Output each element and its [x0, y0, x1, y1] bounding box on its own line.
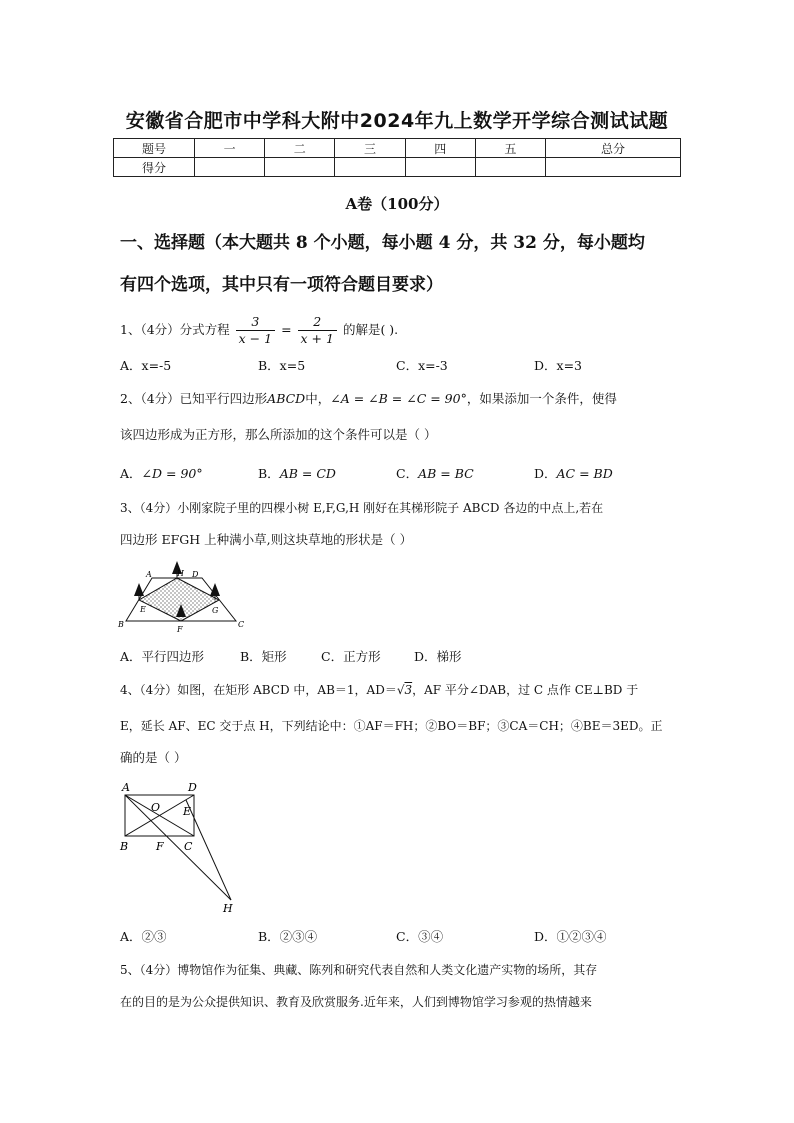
q2-option-c-math: AB = BC [418, 466, 474, 481]
score-input-cell[interactable] [546, 158, 681, 177]
q1-option-d[interactable]: D．x=3 [534, 358, 582, 373]
label-d: D [192, 570, 199, 579]
q4-sqrt: √3 [396, 683, 413, 697]
label-f: F [156, 840, 164, 853]
q2-option-d-letter: D． [534, 466, 557, 481]
q4-option-d[interactable]: D．①②③④ [534, 929, 607, 944]
label-e: E [140, 605, 146, 614]
q4-option-b[interactable]: B．②③④ [258, 929, 318, 944]
q4-sqrt-radicand: 3 [404, 683, 413, 697]
label-a: A [122, 781, 130, 794]
score-table [113, 138, 681, 177]
q3-option-a[interactable]: A．平行四边形 [120, 649, 205, 664]
score-header-cell: 题号 [114, 139, 195, 158]
label-h: H [223, 902, 233, 915]
q2-option-b[interactable] [258, 464, 336, 482]
score-header-cell: 四 [405, 139, 475, 158]
label-a: A [146, 570, 152, 579]
score-header-cell: 一 [195, 139, 265, 158]
score-input-cell[interactable] [475, 158, 545, 177]
score-input-cell[interactable] [335, 158, 405, 177]
q1-frac1-numerator: 3 [236, 314, 275, 331]
label-h: H [177, 569, 184, 578]
q1-equals: = [281, 322, 292, 337]
question-4-line2: E，延长 AF、EC 交于点 H，下列结论中：①AF＝FH；②BO＝BF；③CA＝CH；④BE＝3ED。正 [120, 719, 663, 733]
q2-option-a-letter: A． [120, 466, 142, 481]
q1-option-c[interactable]: C．x=-3 [396, 358, 448, 373]
score-table-score-row [114, 158, 681, 177]
score-header-cell: 五 [475, 139, 545, 158]
q2-option-a-math: ∠D = 90° [141, 466, 203, 481]
q1-option-a[interactable]: A．x=-5 [120, 358, 172, 373]
q2-text-c: ，如果添加一个条件，使得 [466, 391, 617, 406]
q3-trapezoid-figure [114, 556, 254, 638]
score-header-cell: 三 [335, 139, 405, 158]
score-input-cell[interactable] [405, 158, 475, 177]
q2-option-d[interactable] [534, 464, 613, 482]
label-c: C [238, 620, 245, 629]
question-5-line1: 5、（4分）博物馆作为征集、典藏、陈列和研究代表自然和人类文化遗产实物的场所，其存 [120, 963, 598, 977]
score-row-label: 得分 [114, 158, 195, 177]
score-input-cell[interactable] [195, 158, 265, 177]
tree-e-icon [134, 583, 144, 596]
q1-suffix: 的解是( ). [342, 322, 399, 337]
q1-fraction-1 [236, 314, 275, 347]
q2-option-b-math: AB = CD [279, 466, 336, 481]
q4-option-c[interactable]: C．③④ [396, 929, 444, 944]
q2-option-a[interactable] [120, 464, 203, 482]
question-4-line3: 确的是（ ） [120, 750, 187, 765]
part-heading-line2: 有四个选项，其中只有一项符合题目要求） [120, 275, 443, 295]
q2-math-angles: ∠A = ∠B = ∠C = 90° [330, 391, 467, 406]
score-input-cell[interactable] [265, 158, 335, 177]
q3-option-b[interactable]: B．矩形 [240, 649, 287, 664]
question-5-line2: 在的目的是为公众提供知识、教育及欣赏服务.近年来，人们到博物馆学习参观的热情越来 [120, 995, 592, 1009]
q2-option-c-letter: C． [396, 466, 419, 481]
part-heading-line1: 一、选择题（本大题共 8 个小题，每小题 4 分，共 32 分，每小题均 [120, 233, 645, 253]
q2-math-abcd: ABCD [267, 391, 306, 406]
q4-option-a[interactable]: A．②③ [120, 929, 167, 944]
label-b: B [120, 840, 129, 853]
label-g: G [212, 606, 219, 615]
q3-option-c[interactable]: C．正方形 [321, 649, 381, 664]
exam-title: 安徽省合肥市中学科大附中2024年九上数学开学综合测试试题 [125, 110, 669, 132]
q2-text-b: 中， [305, 391, 331, 406]
q1-frac1-denominator: x − 1 [238, 331, 273, 346]
q2-option-c[interactable] [396, 464, 474, 482]
q4-text-b: ，AF 平分∠DAB，过 C 点作 CE⊥BD 于 [412, 683, 639, 697]
label-c: C [184, 840, 193, 853]
q1-option-b[interactable]: B．x=5 [258, 358, 306, 373]
score-header-cell: 二 [265, 139, 335, 158]
label-f: F [177, 625, 183, 634]
q2-option-d-math: AC = BD [556, 466, 613, 481]
question-2-line2: 该四边形成为正方形，那么所添加的这个条件可以是（ ） [120, 427, 437, 442]
q1-frac2-denominator: x + 1 [300, 331, 334, 346]
label-b: B [118, 620, 124, 629]
label-o: O [151, 801, 161, 814]
q3-option-d[interactable]: D．梯形 [414, 649, 462, 664]
q4-text-a: 4、（4分）如图，在矩形 ABCD 中，AB＝1，AD＝ [120, 683, 397, 697]
score-table-header-row [114, 139, 681, 158]
q1-frac2-numerator: 2 [298, 314, 337, 331]
q4-rectangle-figure [114, 778, 244, 918]
question-3-line2: 四边形 EFGH 上种满小草,则这块草地的形状是（ ） [120, 532, 413, 547]
q1-prefix: 1、（4分）分式方程 [120, 322, 230, 337]
label-e: E [183, 805, 192, 818]
q2-text-a: 2、（4分）已知平行四边形 [120, 391, 268, 406]
q2-option-b-letter: B． [258, 466, 280, 481]
question-2-line1 [120, 383, 680, 415]
line-eh [186, 800, 231, 900]
q1-fraction-2 [298, 314, 337, 347]
label-d: D [188, 781, 197, 794]
question-3-line1: 3、（4分）小刚家院子里的四棵小树 E,F,G,H 刚好在其梯形院子 ABCD 各边的中点上,若在 [120, 501, 604, 515]
question-1-stem [120, 312, 680, 348]
score-header-cell: 总分 [546, 139, 681, 158]
line-ah [125, 795, 231, 900]
section-title: A卷（100分） [345, 195, 449, 213]
question-4-line1 [120, 674, 680, 706]
